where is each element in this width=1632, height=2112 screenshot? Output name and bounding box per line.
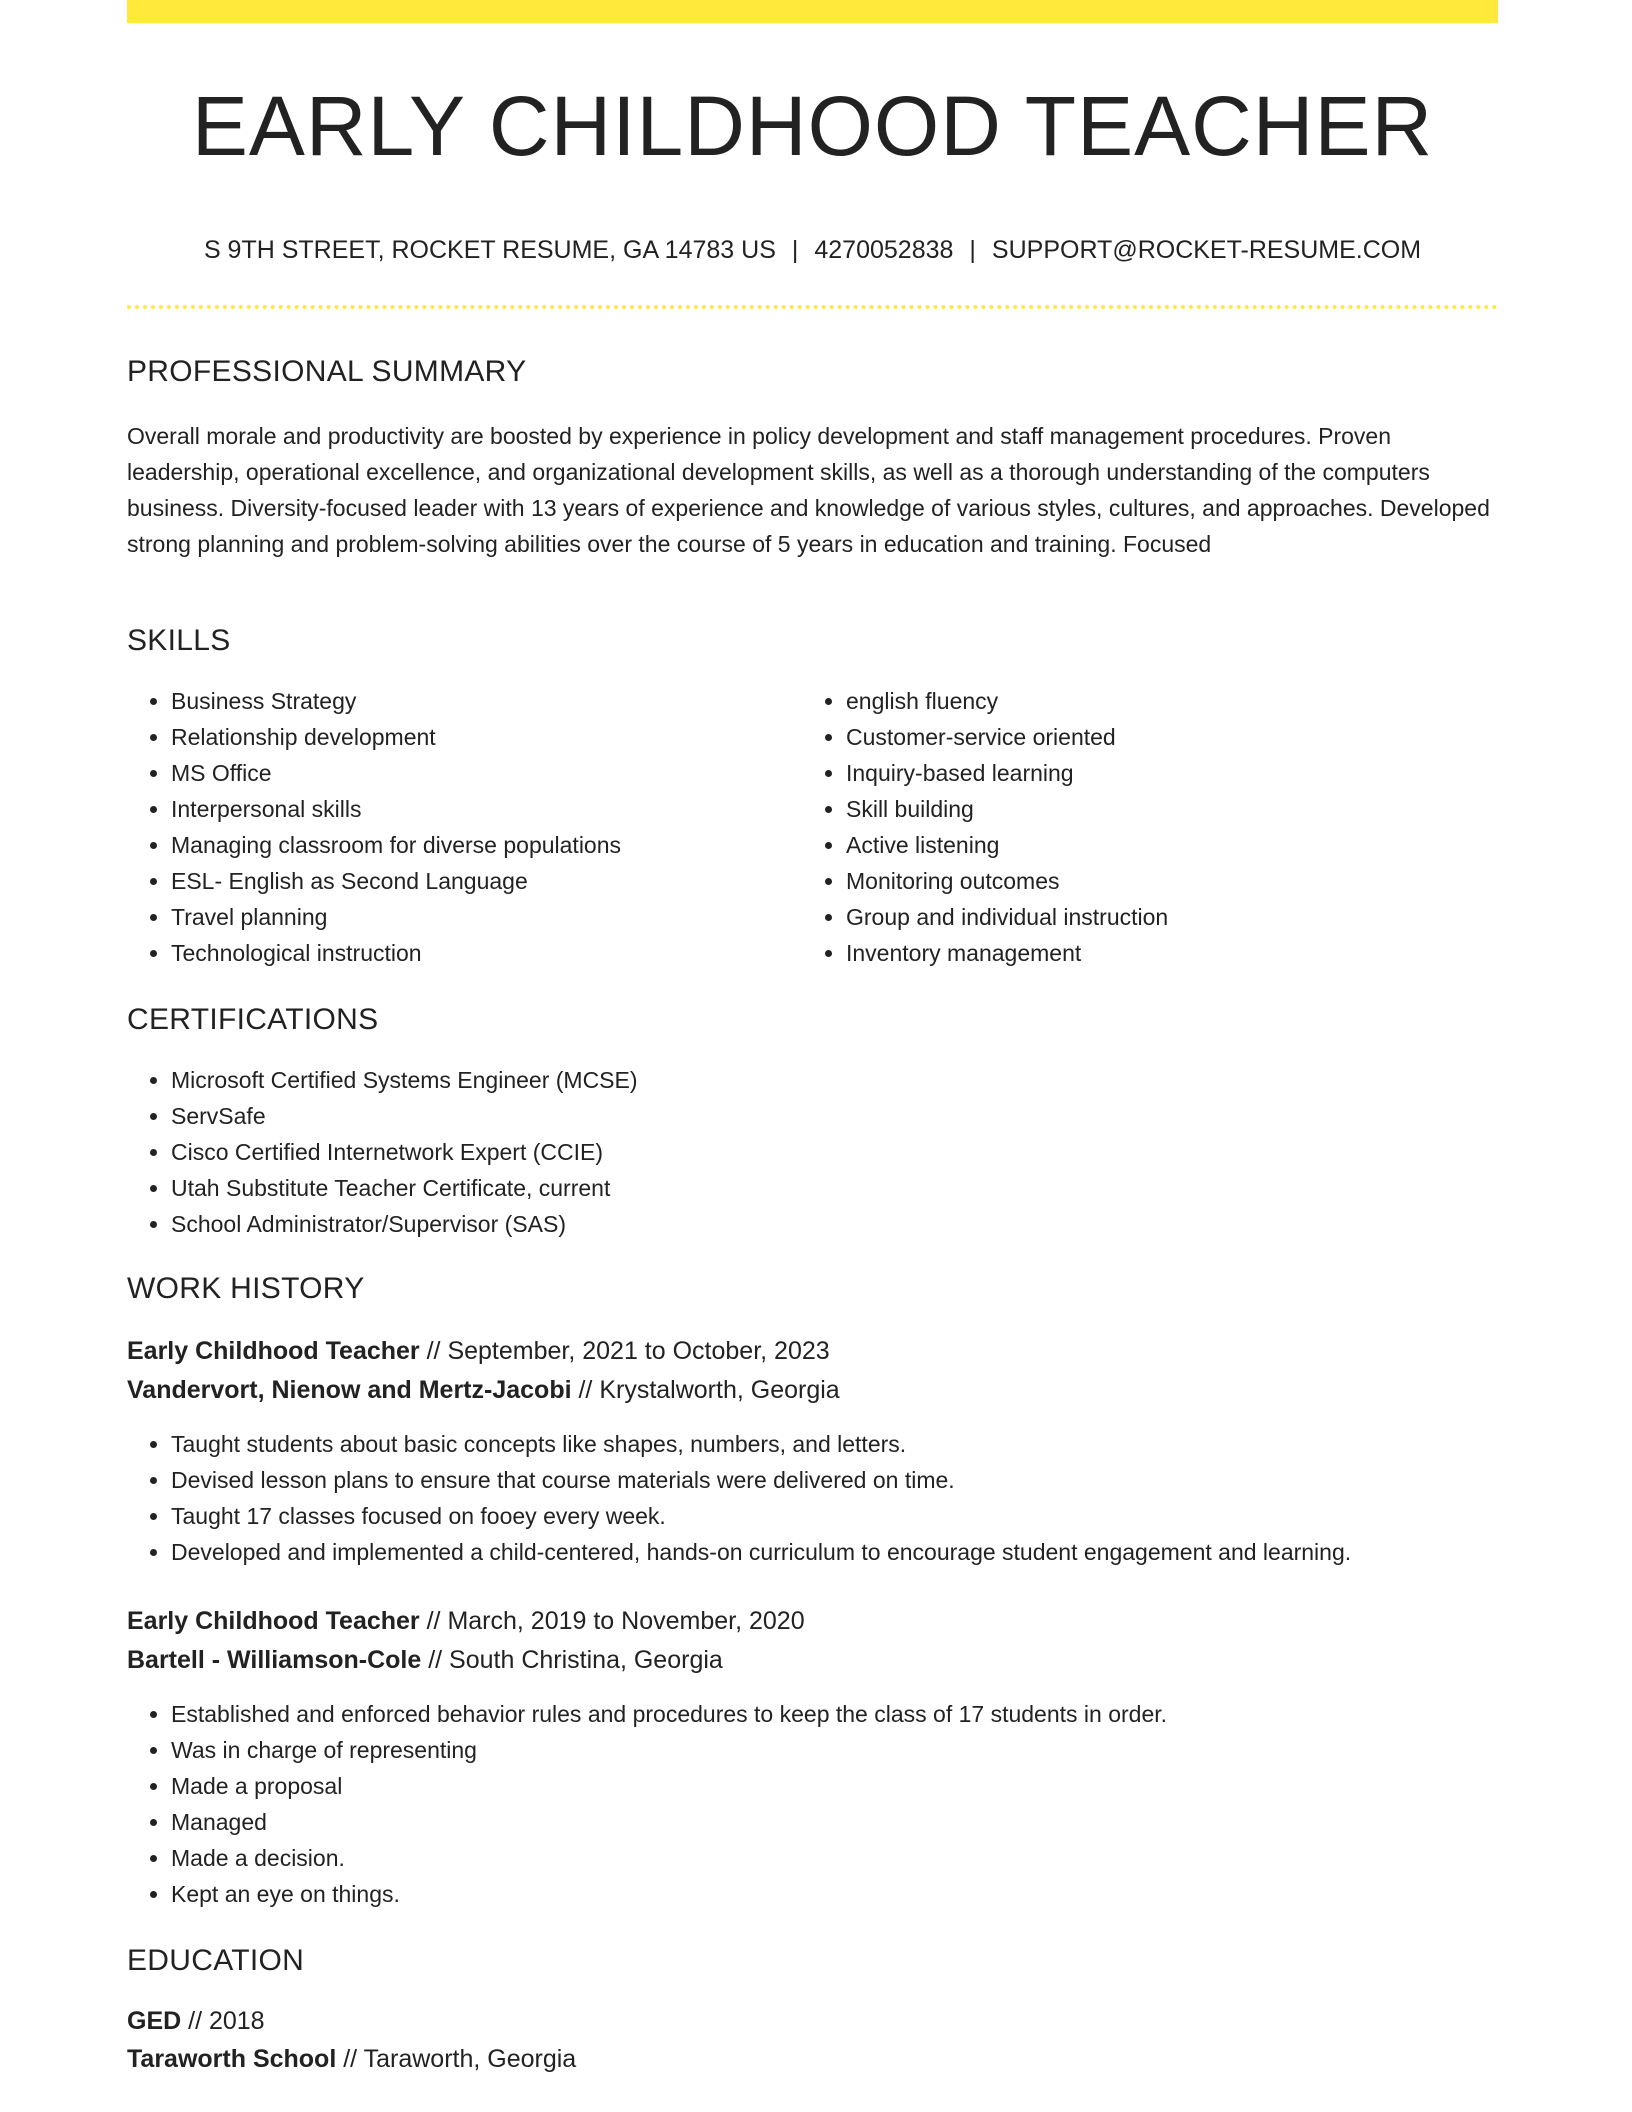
contact-address: S 9TH STREET, ROCKET RESUME, GA 14783 US [203, 236, 776, 264]
list-item: • Inquiry-based learning [846, 755, 1486, 791]
education-title: EDUCATION [127, 1944, 305, 1977]
list-item: • Utah Substitute Teacher Certificate, current [171, 1170, 1471, 1206]
contact-separator: | [791, 236, 799, 264]
job-location: // Krystalworth, Georgia [571, 1376, 840, 1404]
list-item: • english fluency [846, 683, 1486, 719]
list-item: • Travel planning [171, 899, 811, 935]
contact-separator: | [969, 236, 976, 264]
list-item: • Established and enforced behavior rules and procedures to keep the class of 17 students in order. [171, 1696, 1542, 1732]
list-item: • Developed and implemented a child-centered, hands-on curriculum to encourage student engagement and learning. [171, 1534, 1542, 1570]
list-item: • Relationship development [171, 719, 811, 755]
job-title-line [127, 1609, 805, 1634]
skills-list-left [127, 683, 811, 971]
list-item: • Business Strategy [171, 683, 811, 719]
list-item: • Devised lesson plans to ensure that course materials were delivered on time. [171, 1462, 1542, 1498]
list-item: • Monitoring outcomes [846, 863, 1486, 899]
job-company-line [127, 1378, 840, 1403]
education-location: // Taraworth, Georgia [336, 2045, 577, 2073]
list-item: • Taught 17 classes focused on fooey every week. [171, 1498, 1542, 1534]
list-item: • Kept an eye on things. [171, 1876, 1542, 1912]
certifications-title: CERTIFICATIONS [127, 1003, 379, 1036]
job-bullets [127, 1426, 1542, 1570]
job-location: // South Christina, Georgia [421, 1646, 723, 1674]
list-item: • Active listening [846, 827, 1486, 863]
list-item: • Taught students about basic concepts like shapes, numbers, and letters. [171, 1426, 1542, 1462]
list-item: • Interpersonal skills [171, 791, 811, 827]
list-item: • Managed [171, 1804, 1542, 1840]
list-item: • Customer-service oriented [846, 719, 1486, 755]
job-role: Early Childhood Teacher [127, 1607, 420, 1635]
list-item: • Made a decision. [171, 1840, 1542, 1876]
resume-name: EARLY CHILDHOOD TEACHER [191, 79, 1434, 173]
list-item: • Was in charge of representing [171, 1732, 1542, 1768]
list-item: • Technological instruction [171, 935, 811, 971]
contact-phone: 4270052838 [814, 236, 954, 264]
education-year: // 2018 [181, 2007, 265, 2035]
education-degree-line [127, 2009, 265, 2034]
list-item: • School Administrator/Supervisor (SAS) [171, 1206, 1471, 1242]
summary-text: Overall morale and productivity are boosted by experience in policy development and staff management procedures. Proven leadership, operational excellence, and organizational development skills, as well as a thorough understanding of the computers business. Diversity-focused leader with 13 years of experience and knowledge of various styles, cultures, and approaches. Developed strong planning and problem-solving abilities over the course of 5 years in education and training. Focused [127, 423, 1490, 557]
certifications-list [127, 1062, 1471, 1242]
job-dates: // March, 2019 to November, 2020 [419, 1607, 805, 1635]
list-item: • Microsoft Certified Systems Engineer (MCSE) [171, 1062, 1471, 1098]
list-item: • Group and individual instruction [846, 899, 1486, 935]
list-item: • ESL- English as Second Language [171, 863, 811, 899]
education-school: Taraworth School [127, 2045, 337, 2073]
list-item: • MS Office [171, 755, 811, 791]
job-company-line [127, 1648, 723, 1673]
job-bullets [127, 1696, 1542, 1912]
skills-title: SKILLS [127, 624, 231, 657]
job-dates: // September, 2021 to October, 2023 [419, 1337, 830, 1365]
job-title-line [127, 1339, 830, 1364]
education-degree: GED [127, 2007, 182, 2035]
education-school-line [127, 2047, 576, 2072]
job-role: Early Childhood Teacher [127, 1337, 420, 1365]
list-item: • ServSafe [171, 1098, 1471, 1134]
summary-title: PROFESSIONAL SUMMARY [127, 355, 527, 388]
list-item: • Cisco Certified Internetwork Expert (CCIE) [171, 1134, 1471, 1170]
list-item: • Skill building [846, 791, 1486, 827]
job-company: Vandervort, Nienow and Mertz-Jacobi [127, 1376, 572, 1404]
list-item: • Managing classroom for diverse populations [171, 827, 811, 863]
top-accent-bar [127, 0, 1498, 23]
contact-line [127, 238, 1498, 263]
contact-email[interactable]: SUPPORT@ROCKET-RESUME.COM [991, 236, 1422, 264]
dotted-divider [127, 305, 1498, 309]
work-history-title: WORK HISTORY [127, 1272, 365, 1305]
list-item: • Inventory management [846, 935, 1486, 971]
skills-list-right [802, 683, 1486, 971]
list-item: • Made a proposal [171, 1768, 1542, 1804]
job-company: Bartell - Williamson-Cole [127, 1646, 422, 1674]
